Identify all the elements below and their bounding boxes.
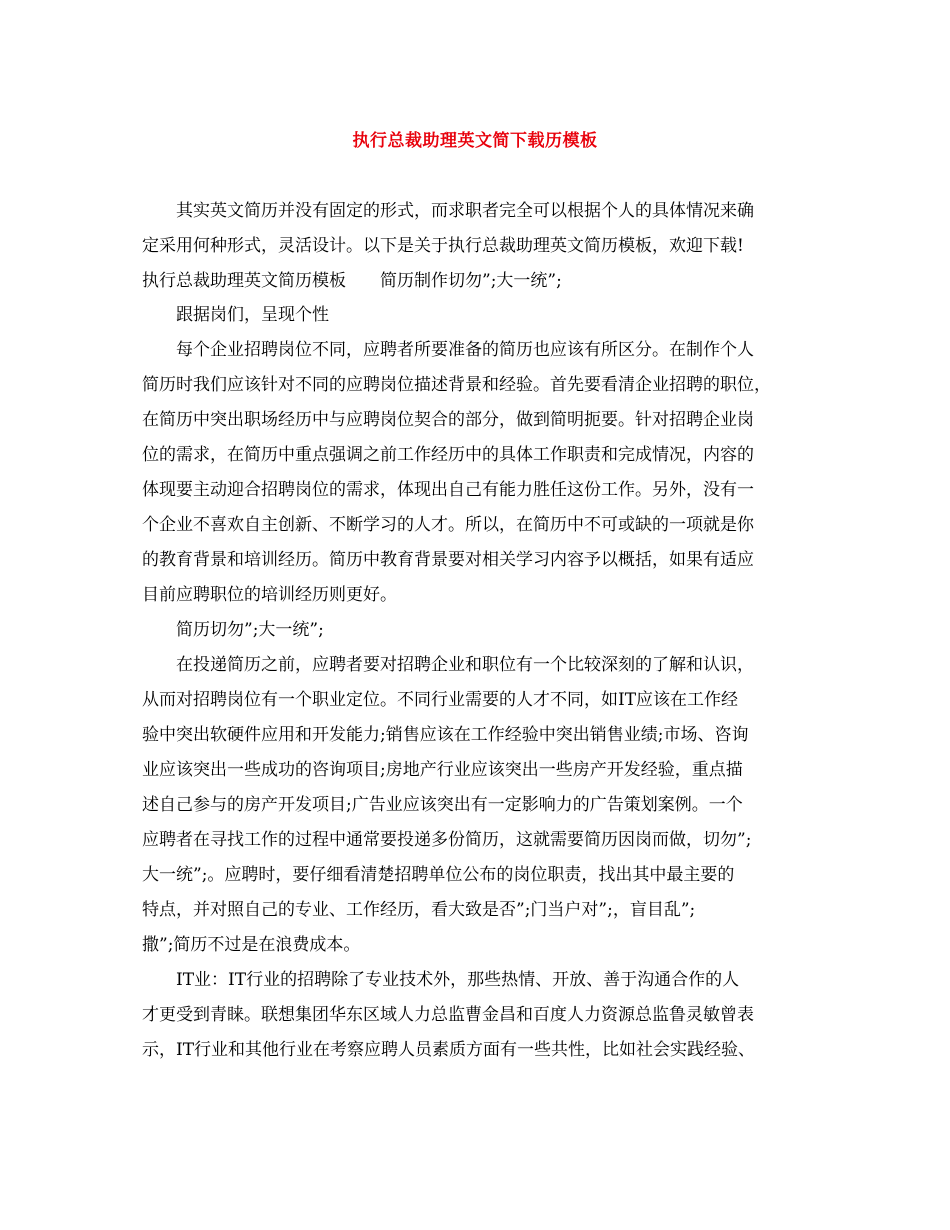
paragraph-line: 大一统”;。应聘时，要仔细看清楚招聘单位公布的岗位职责，找出其中最主要的	[142, 865, 735, 885]
paragraph-line: IT业：IT行业的招聘除了专业技术外，那些热情、开放、善于沟通合作的人	[176, 970, 740, 990]
document-title: 执行总裁助理英文简下载历模板	[352, 131, 598, 151]
paragraph-line: 每个企业招聘岗位不同，应聘者所要准备的简历也应该有所区分。在制作个人	[176, 340, 754, 360]
paragraph-line: 执行总裁助理英文简历模板 简历制作切勿”;大一统”;	[142, 271, 562, 291]
paragraph-line: 示，IT行业和其他行业在考察应聘人员素质方面有一些共性，比如社会实践经验、	[142, 1040, 756, 1060]
paragraph-line: 定采用何种形式，灵活设计。以下是关于执行总裁助理英文简历模板，欢迎下载!	[142, 236, 744, 256]
paragraph-line: 个企业不喜欢自主创新、不断学习的人才。所以，在简历中不可或缺的一项就是你	[142, 515, 754, 535]
paragraph-line: 的教育背景和培训经历。简历中教育背景要对相关学习内容予以概括，如果有适应	[142, 550, 754, 570]
paragraph-line: 述自己参与的房产开发项目;广告业应该突出有一定影响力的广告策划案例。一个	[142, 795, 743, 815]
paragraph-line: 简历时我们应该针对不同的应聘岗位描述背景和经验。首先要看清企业招聘的职位，	[142, 375, 771, 395]
paragraph-line: 在投递简历之前，应聘者要对招聘企业和职位有一个比较深刻的了解和认识，	[176, 655, 754, 675]
paragraph-line: 撒”;简历不过是在浪费成本。	[142, 935, 361, 955]
paragraph-line: 简历切勿”;大一统”;	[176, 620, 324, 640]
paragraph-line: 位的需求，在简历中重点强调之前工作经历中的具体工作职责和完成情况，内容的	[142, 445, 754, 465]
paragraph-line: 跟据岗们，呈现个性	[176, 305, 329, 325]
paragraph-line: 体现要主动迎合招聘岗位的需求，体现出自己有能力胜任这份工作。另外，没有一	[142, 480, 754, 500]
paragraph-line: 目前应聘职位的培训经历则更好。	[142, 585, 397, 605]
paragraph-line: 应聘者在寻找工作的过程中通常要投递多份简历，这就需要简历因岗而做，切勿”;	[142, 830, 752, 850]
paragraph-line: 其实英文简历并没有固定的形式，而求职者完全可以根据个人的具体情况来确	[176, 201, 754, 221]
paragraph-line: 特点，并对照自己的专业、工作经历，看大致是否”;门当户对”;，盲目乱”;	[142, 900, 696, 920]
paragraph-line: 验中突出软硬件应用和开发能力;销售应该在工作经验中突出销售业绩;市场、咨询	[142, 725, 749, 745]
paragraph-line: 从而对招聘岗位有一个职业定位。不同行业需要的人才不同，如IT应该在工作经	[142, 690, 739, 710]
paragraph-line: 在简历中突出职场经历中与应聘岗位契合的部分，做到简明扼要。针对招聘企业岗	[142, 410, 754, 430]
paragraph-line: 才更受到青睐。联想集团华东区域人力总监曹金昌和百度人力资源总监鲁灵敏曾表	[142, 1005, 754, 1025]
paragraph-line: 业应该突出一些成功的咨询项目;房地产行业应该突出一些房产开发经验，重点描	[142, 760, 743, 780]
